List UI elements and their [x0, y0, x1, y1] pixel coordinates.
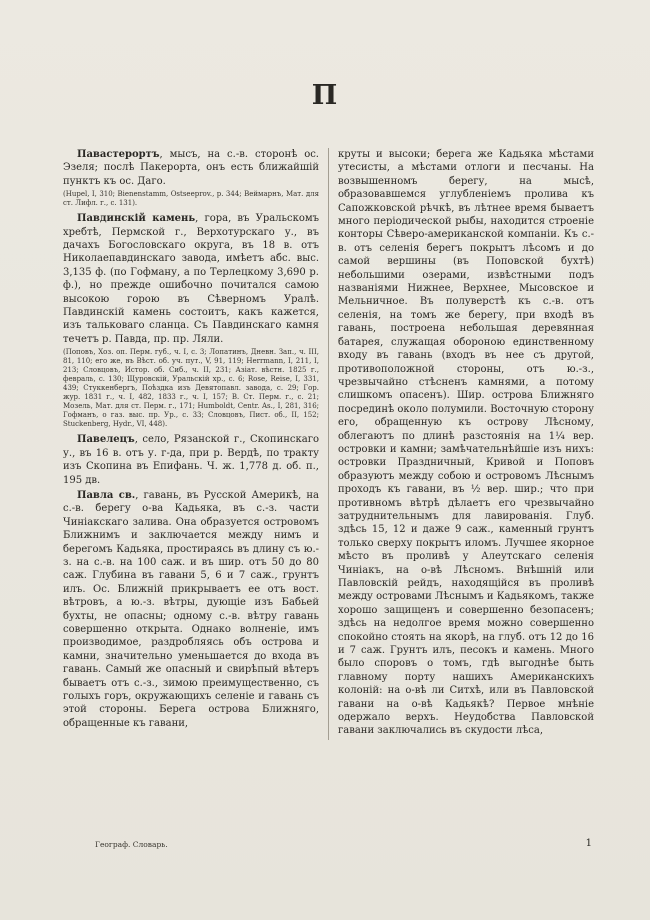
- entry-term: Павдинскій камень: [77, 213, 196, 225]
- right-column: [329, 148, 594, 740]
- section-letter-heading: П: [311, 80, 339, 111]
- text-columns: [63, 148, 596, 740]
- entry-citation: (Поповъ, Хоз. оп. Перм. губ., ч. I, с. 3; Лопатинъ, Дневн. Зап., ч. III, 81, 110; его же, въ Вѣст. об. уч. пут., V, 91, 119; Herrmann, I, 211, I, 213; Словцовъ, Истор. об. Сиб., ч. II, 231; Азіат. вѣстн. 1825 г., февраль, с. 130; Щуровскій, Уральскій хр., с. 6; Rose, Reise, I, 331, 439; Стуккенбергъ, Поѣздка изъ Девятопавл. завода, с. 29; Гор. жур. 1831 г., ч. I, 482, 1833 г., ч. I, 157; В. Ст. Перм. г., с. 21; Мозель, Мат. для ст. Перм. г., 171; Humboldt, Centr. As., I, 281, 316; Гофманъ, о газ. выс. пр. Ур., с. 33; Словцовъ, Пист. об., II, 152; Stuckenberg, Hydr., VI, 448).: [63, 348, 319, 429]
- left-column: [63, 148, 328, 740]
- dictionary-entry: [63, 489, 319, 730]
- entry-body: , гавань, въ Русской Америкѣ, на с.-в. берегу о-ва Кадьяка, въ с.-з. части Чиніакскаго залива. Она образуется островомъ Ближнимъ и заключается между нимъ и берегомъ Кадьяка, простираясь въ длину съ ю.-з. на с.-в. на 100 саж. и въ шир. отъ 50 до 80 саж. Глубина въ гавани 5, 6 и 7 саж., грунтъ илъ. Ос. Ближній прикрываетъ ее отъ вост. вѣтровъ, а ю.-з. вѣтры, дующіе изъ Бабьей бухты, не опасны; одному с.-в. вѣтру гавань совершенно открыта. Однако волненіе, имъ производимое, раздробляясь объ острова и камни, значительно уменьшается до входа въ гавань. Самый же опасный и свирѣпый вѣтеръ бываетъ отъ с.-з., зимою преимущественно, съ голыхъ горъ, окружающихъ селеніе и гавань съ этой стороны. Берега острова Ближняго, обращенные къ гавани,: [63, 489, 319, 729]
- entry-body: , село, Рязанской г., Скопинскаго у., въ 16 в. отъ у. г-да, при р. Вердѣ, по тракту изъ Скопина въ Епифань. Ч. ж. 1,778 д. об. п., 195 дв.: [63, 434, 319, 486]
- entry-body: , гора, въ Уральскомъ хребтѣ, Пермской г., Верхотурскаго у., въ дачахъ Богословскаго округа, въ 18 в. отъ Николаепавдинскаго завода, имѣетъ абс. выс. 3,135 ф. (по Гофману, а по Терлецкому 3,690 р. ф.), но прежде ошибочно почитался самою высокою горою въ Сѣверномъ Уралѣ. Павдинскій камень состоитъ, какъ кажется, изъ тальковаго сланца. Съ Павдинскаго камня течетъ р. Павда, пр. пр. Ляли.: [63, 213, 319, 345]
- entry-term: Павелецъ: [77, 434, 135, 446]
- footer-publication-title: Географ. Словарь.: [95, 840, 168, 849]
- entry-term: Павастерортъ: [77, 149, 160, 160]
- dictionary-entry: [63, 148, 319, 188]
- page-number: 1: [585, 838, 592, 849]
- page-footer: [63, 840, 596, 854]
- continuation-text: круты и высоки; берега же Кадьяка мѣстами утесисты, а мѣстами отлоги и песчаны. На возвышенномъ берегу, на мысѣ, образовавшемся углубленіемъ пролива къ Сапожковской рѣчкѣ, въ лѣтнее время бываетъ много періодической рыбы, находится строеніе конторы Сѣверо-американской компаніи. Къ с.-в. отъ селенія берегъ покрытъ лѣсомъ и до самой вершины (въ Поповской бухтѣ) небольшими озерами, извѣстными подъ названіями Нижнее, Верхнее, Мысовское и Мельничное. Въ полуверстѣ къ с.-в. отъ селенія, на томъ же берегу, при входѣ въ гавань, построена небольшая деревянная батарея, служащая обороною единственному входу въ гавань (входъ въ нее съ другой, противоположной стороны, отъ ю.-з., чрезвычайно стѣсненъ камнями, а потому слишкомъ опасенъ). Шир. острова Ближняго посрединѣ около полумили. Восточную сторону его, обращенную къ острову Лѣсному, облегаютъ по длинѣ разстоянія на 1¼ вер. островки и камни; замѣчательнѣйшіе изъ нихъ: островки Праздничный, Кривой и Поповъ образуютъ между собою и островомъ Лѣснымъ проходъ къ гавани, въ ½ вер. шир.; что при противномъ вѣтрѣ дѣлаетъ его чрезвычайно затруднительнымъ для лавированія. Глуб. здѣсь 15, 12 и даже 9 саж., каменный грунтъ только сверху покрытъ иломъ. Лучшее якорное мѣсто въ проливѣ у Алеутскаго селенія Чиніакъ, на о-вѣ Лѣсномъ. Внѣшній или Павловскій рейдъ, находящійся въ проливѣ между островами Лѣснымъ и Кадьякомъ, также хорошо защищенъ и совершенно безопасенъ; здѣсь на недолгое время можно совершенно спокойно стоять на якорѣ, на глуб. отъ 12 до 16 и 7 саж. Грунтъ илъ, песокъ и камень. Много было споровъ о томъ, гдѣ выгоднѣе быть главному порту нашихъ Американскихъ колоній: на о-вѣ ли Ситхѣ, или въ Павловской гавани на о-вѣ Кадьякѣ? Первое мнѣніе одержало верхъ. Неудобства Павловской гавани заключались въ скудости лѣса,: [338, 149, 594, 737]
- dictionary-entry: [63, 433, 319, 487]
- dictionary-entry: [63, 212, 319, 346]
- entry-body: , мысъ, на с.-в. сторонѣ ос. Эзеля; послѣ Пакерорта, онъ есть ближайшій пунктъ къ ос. Даго.: [63, 149, 319, 187]
- entry-citation: (Hupel, I, 310; Bienenstamm, Ostseeprov., p. 344; Веймарнъ, Мат. для ст. Лифл. г., с. 131).: [63, 190, 319, 208]
- entry-term: Павла св.: [77, 489, 136, 501]
